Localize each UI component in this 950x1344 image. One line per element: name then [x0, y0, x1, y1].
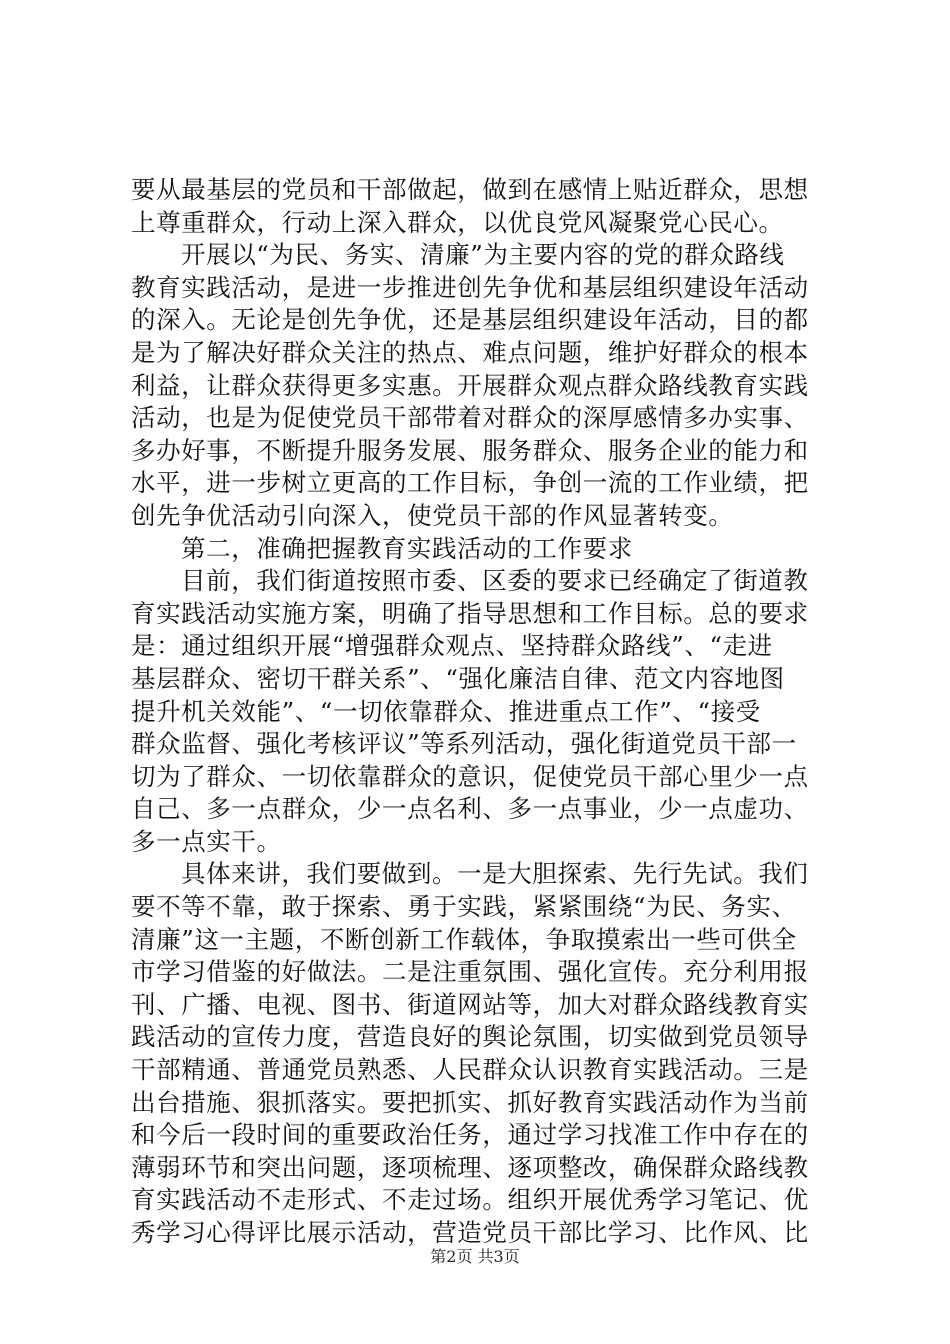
text-line: 多一点实干。 [131, 826, 282, 856]
text-line: 群众监督、强化考核评议”等系列活动，强化街道党员干部一 [131, 729, 797, 759]
text-line: 干部精通、普通党员熟悉、人民群众认识教育实践活动。三是 [131, 1055, 809, 1085]
text-line: 育实践活动不走形式、不走过场。组织开展优秀学习笔记、优 [131, 1185, 809, 1215]
text-line: 切为了群众、一切依靠群众的意识，促使党员干部心里少一点 [131, 761, 809, 791]
page-footer: 第2页 共3页 [430, 1247, 520, 1266]
text-line: 水平，进一步树立更高的工作目标，争创一流的工作业绩，把 [131, 468, 809, 498]
text-line: 和今后一段时间的重要政治任务，通过学习找准工作中存在的 [131, 1120, 809, 1150]
text-line: 活动，也是为促使党员干部带着对群众的深厚感情多办实事、 [131, 403, 809, 433]
text-line: 践活动的宣传力度，营造良好的舆论氛围，切实做到党员领导 [131, 1022, 809, 1052]
text-line: 上尊重群众，行动上深入群众，以优良党风凝聚党心民心。 [131, 207, 784, 237]
text-line: 育实践活动实施方案，明确了指导思想和工作目标。总的要求 [131, 598, 809, 628]
text-line: 创先争优活动引向深入，使党员干部的作风显著转变。 [131, 500, 734, 530]
text-line: 多办好事，不断提升服务发展、服务群众、服务企业的能力和 [131, 435, 809, 465]
text-line: 的深入。无论是创先争优，还是基层组织建设年活动，目的都 [131, 305, 809, 335]
text-line: 市学习借鉴的好做法。二是注重氛围、强化宣传。充分利用报 [131, 957, 809, 987]
body-text [131, 174, 831, 1250]
text-line: 秀学习心得评比展示活动，营造党员干部比学习、比作风、比 [131, 1218, 809, 1247]
paragraph-start-line: 开展以“为民、务实、清廉”为主要内容的党的群众路线 [181, 240, 785, 270]
text-line: 自己、多一点群众，少一点名利、多一点事业，少一点虚功、 [131, 794, 809, 824]
text-line: 教育实践活动，是进一步推进创先争优和基层组织建设年活动 [131, 272, 809, 302]
text-line: 清廉”这一主题，不断创新工作载体，争取摸索出一些可供全 [131, 924, 797, 954]
text-line: 薄弱环节和突出问题，逐项梳理、逐项整改，确保群众路线教 [131, 1152, 809, 1182]
text-line: 是为了解决好群众关注的热点、难点问题，维护好群众的根本 [131, 337, 809, 367]
text-line: 出台措施、狠抓落实。要把抓实、抓好教育实践活动作为当前 [131, 1087, 809, 1117]
text-line: 刊、广播、电视、图书、街道网站等，加大对群众路线教育实 [131, 989, 809, 1019]
paragraph-start-line: 目前，我们街道按照市委、区委的要求已经确定了街道教 [181, 566, 809, 596]
text-line: 要不等不靠，敢于探索、勇于实践，紧紧围绕“为民、务实、 [131, 892, 797, 922]
text-line: 要从最基层的党员和干部做起，做到在感情上贴近群众，思想 [131, 175, 809, 204]
text-line: 提升机关效能”、“一切依靠群众、推进重点工作”、“接受 [131, 696, 761, 726]
text-line: 利益，让群众获得更多实惠。开展群众观点群众路线教育实践 [131, 370, 809, 400]
text-line: 是：通过组织开展“增强群众观点、坚持群众路线”、“走进 [131, 631, 773, 661]
text-line: 基层群众、密切干群关系”、“强化廉洁自律、范文内容地图 [131, 663, 785, 693]
section-heading: 第二，准确把握教育实践活动的工作要求 [181, 533, 633, 563]
paragraph-start-line: 具体来讲，我们要做到。一是大胆探索、先行先试。我们 [181, 859, 809, 889]
